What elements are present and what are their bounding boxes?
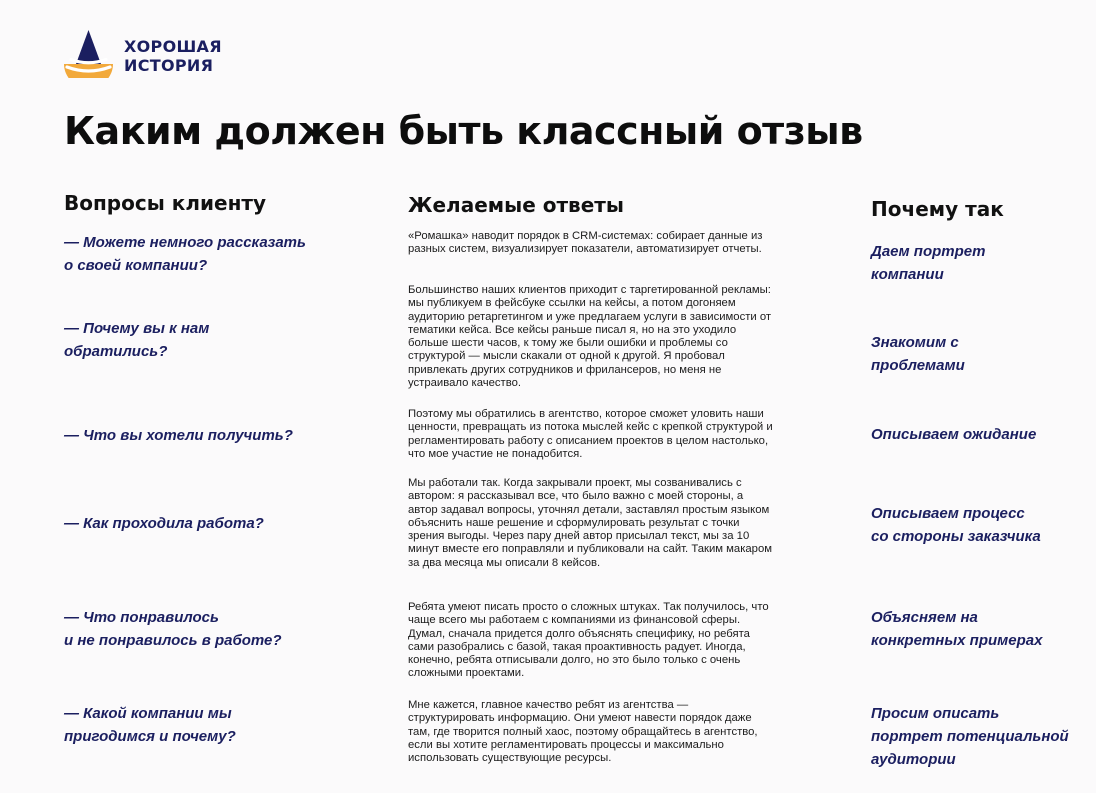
why-1: Даем портрет компании: [871, 243, 986, 283]
answer-5: Ребята умеют писать просто о сложных штуках. Так получилось, что чаще всего мы работаем с компаниями из финансовой сферы. Думал, сначала придется долго объяснять специфику, но ребята сами разобрались с базой, такая проактивность радует. Иногда, конечно, ребята отписывали долго, но это было только с очень сложными проектами.: [408, 601, 769, 680]
why-5: Объясняем на конкретных примерах: [871, 609, 1043, 649]
brand-line-1: ХОРОШАЯ: [124, 37, 222, 56]
why-4: Описываем процесс со стороны заказчика: [871, 505, 1041, 545]
question-2: — Почему вы к нам обратились?: [64, 320, 210, 360]
brand-wordmark: [124, 37, 222, 75]
why-3: Описываем ожидание: [871, 426, 1037, 443]
question-4: — Как проходила работа?: [64, 515, 264, 532]
column-heading-why: Почему так: [871, 197, 1004, 221]
answer-6: Мне кажется, главное качество ребят из агентства — структурировать информацию. Они умеют навести порядок даже там, где творится полный хаос, поэтому обращайтесь в агентство, если вы хотите регламентировать процессы и максимально использовать существующие ресурсы.: [408, 699, 758, 765]
brand-line-2: ИСТОРИЯ: [124, 56, 214, 75]
question-3: — Что вы хотели получить?: [64, 427, 293, 444]
why-2: Знакомим с проблемами: [871, 334, 965, 374]
why-6: Просим описать портрет потенциальной аудитории: [871, 705, 1069, 768]
question-5: — Что понравилось и не понравилось в работе?: [64, 609, 282, 649]
triangle-with-arcs-icon: [64, 30, 114, 78]
question-6: — Какой компании мы пригодимся и почему?: [64, 705, 236, 745]
answer-2: Большинство наших клиентов приходит с таргетированной рекламы: мы публикуем в фейсбуке ссылки на кейсы, а потом догоняем аудиторию ретаргетингом и уже предлагаем услуги в зависимости от тематики кейса. Все кейсы раньше писал я, но на это уходило больше шести часов, к тому же были ошибки и проблемы со структурой — мысли скакали от одной к другой. Я пробовал привлекать других сотрудников и фрилансеров, но меня не устраивало качество.: [408, 284, 772, 390]
column-heading-questions: Вопросы клиенту: [64, 191, 267, 215]
brand-logo: [64, 30, 239, 80]
column-heading-answers: Желаемые ответы: [408, 193, 624, 217]
answer-4: Мы работали так. Когда закрывали проект, мы созванивались с автором: я рассказывал все, что было важно с моей стороны, а автор задавал вопросы, уточнял детали, заставлял простым языком объяснить наше решение и сформулировать результат с точки зрения выгоды. Через пару дней автор присылал текст, мы за 10 минут вместе его поправляли и публиковали на сайт. Таким макаром за два месяца мы описали 8 кейсов.: [408, 477, 773, 569]
question-1: — Можете немного рассказать о своей компании?: [64, 234, 306, 274]
answer-3: Поэтому мы обратились в агентство, которое сможет уловить наши ценности, превращать из потока мыслей кейс с крепкой структурой и регламентировать работу с описанием проектов в целом настолько, что мое участие не понадобится.: [408, 408, 773, 460]
page-title: Каким должен быть классный отзыв: [64, 109, 863, 153]
answer-1: «Ромашка» наводит порядок в CRM-системах: собирает данные из разных систем, визуализирует показатели, автоматизирует отчеты.: [408, 230, 763, 256]
